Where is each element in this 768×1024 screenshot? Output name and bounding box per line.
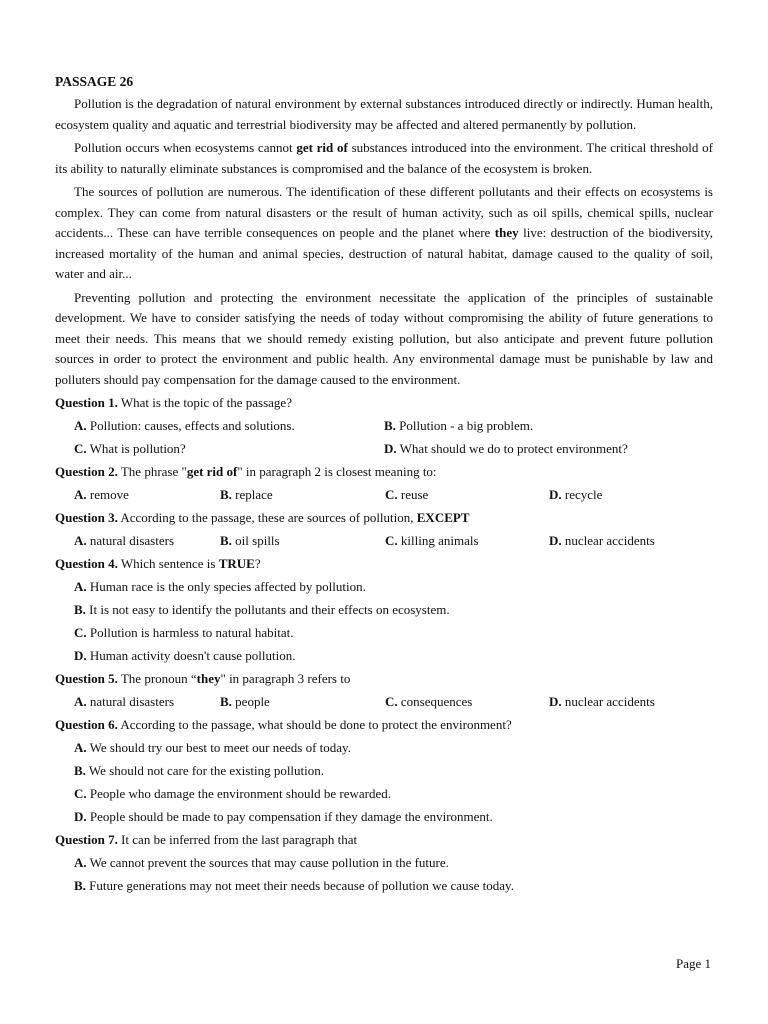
option-a: A. Pollution: causes, effects and solutions. xyxy=(74,418,295,433)
paragraph-3: The sources of pollution are numerous. The identification of these different pollutants and their effects on ecosystems is complex. They can come from natural disasters or the result of human activity, such as oil spills, chemical spills, nuclear accidents... These can have terrible consequences on people and the planet where they live: destruction of the biodiversity, increased mortality of the human and animal species, destruction of natural habitat, damage caused to the quality of soil, water and air... xyxy=(55,184,714,281)
highlighted-pronoun: they xyxy=(494,225,519,240)
question-1-options-row-1 xyxy=(55,416,713,436)
paragraph-1: Pollution is the degradation of natural environment by external substances introduced directly or indirectly. Human health, ecosystem quality and aquatic and terrestrial biodiversity may be affected and altered permanently by pollution. xyxy=(55,96,713,132)
option-c: C. killing animals xyxy=(385,533,479,548)
option-b: B. It is not easy to identify the pollutants and their effects on ecosystem. xyxy=(74,602,450,617)
option-d: D. nuclear accidents xyxy=(549,694,655,709)
option-a: A. natural disasters xyxy=(74,533,175,548)
question-1-options-row-2 xyxy=(55,439,713,459)
option-b: B. Pollution - a big problem. xyxy=(384,418,534,433)
page-number: Page 1 xyxy=(675,956,711,971)
question-6: Question 6. According to the passage, what should be done to protect the environment? xyxy=(55,717,512,732)
document-page xyxy=(55,68,713,899)
option-b: B. people xyxy=(220,694,270,709)
option-c: C. What is pollution? xyxy=(74,441,186,456)
paragraph-4: Preventing pollution and protecting the environment necessitate the application of the principles of sustainable development. We have to consider satisfying the needs of today without compromising the ability of future generations to meet their needs. This means that we should remedy existing pollution, but also anticipate and prevent future pollution sources in order to protect the environment and public health. Any environmental damage must be punishable by law and polluters should pay compensation for the damage caused to the environment. xyxy=(55,289,713,387)
question-1: Question 1. What is the topic of the passage? xyxy=(55,395,292,410)
option-b: B. Future generations may not meet their needs because of pollution we cause today. xyxy=(74,878,514,893)
option-d: D. What should we do to protect environment? xyxy=(384,441,628,456)
question-4: Question 4. Which sentence is TRUE? xyxy=(55,556,261,571)
option-b: B. oil spills xyxy=(220,533,280,548)
option-a: A. remove xyxy=(74,487,129,502)
option-d: D. Human activity doesn't cause pollution. xyxy=(74,648,296,663)
option-a: A. Human race is the only species affected by pollution. xyxy=(74,579,366,594)
question-3: Question 3. According to the passage, these are sources of pollution, EXCEPT xyxy=(55,510,470,525)
option-a: A. We should try our best to meet our needs of today. xyxy=(74,740,351,755)
option-c: C. consequences xyxy=(385,694,473,709)
question-2: Question 2. The phrase "get rid of" in paragraph 2 is closest meaning to: xyxy=(55,464,437,479)
passage-title: PASSAGE 26 xyxy=(55,74,134,89)
option-d: D. nuclear accidents xyxy=(549,533,655,548)
question-2-options xyxy=(55,485,713,505)
option-b: B. We should not care for the existing pollution. xyxy=(74,763,325,778)
option-d: D. People should be made to pay compensation if they damage the environment. xyxy=(74,809,493,824)
option-c: C. Pollution is harmless to natural habitat. xyxy=(74,625,294,640)
question-3-options xyxy=(55,531,713,551)
option-d: D. recycle xyxy=(549,487,603,502)
option-c: C. People who damage the environment should be rewarded. xyxy=(74,786,391,801)
question-7: Question 7. It can be inferred from the last paragraph that xyxy=(55,832,358,847)
question-5-options xyxy=(55,692,713,712)
highlighted-phrase: get rid of xyxy=(296,140,348,155)
option-a: A. natural disasters xyxy=(74,694,175,709)
question-5: Question 5. The pronoun “they" in paragraph 3 refers to xyxy=(55,671,351,686)
option-a: A. We cannot prevent the sources that may cause pollution in the future. xyxy=(74,855,449,870)
option-c: C. reuse xyxy=(385,487,429,502)
option-b: B. replace xyxy=(220,487,273,502)
paragraph-2: Pollution occurs when ecosystems cannot get rid of substances introduced into the environment. The critical threshold of its ability to naturally eliminate substances is compromised and the balance of the ecosystem is broken. xyxy=(55,140,713,176)
